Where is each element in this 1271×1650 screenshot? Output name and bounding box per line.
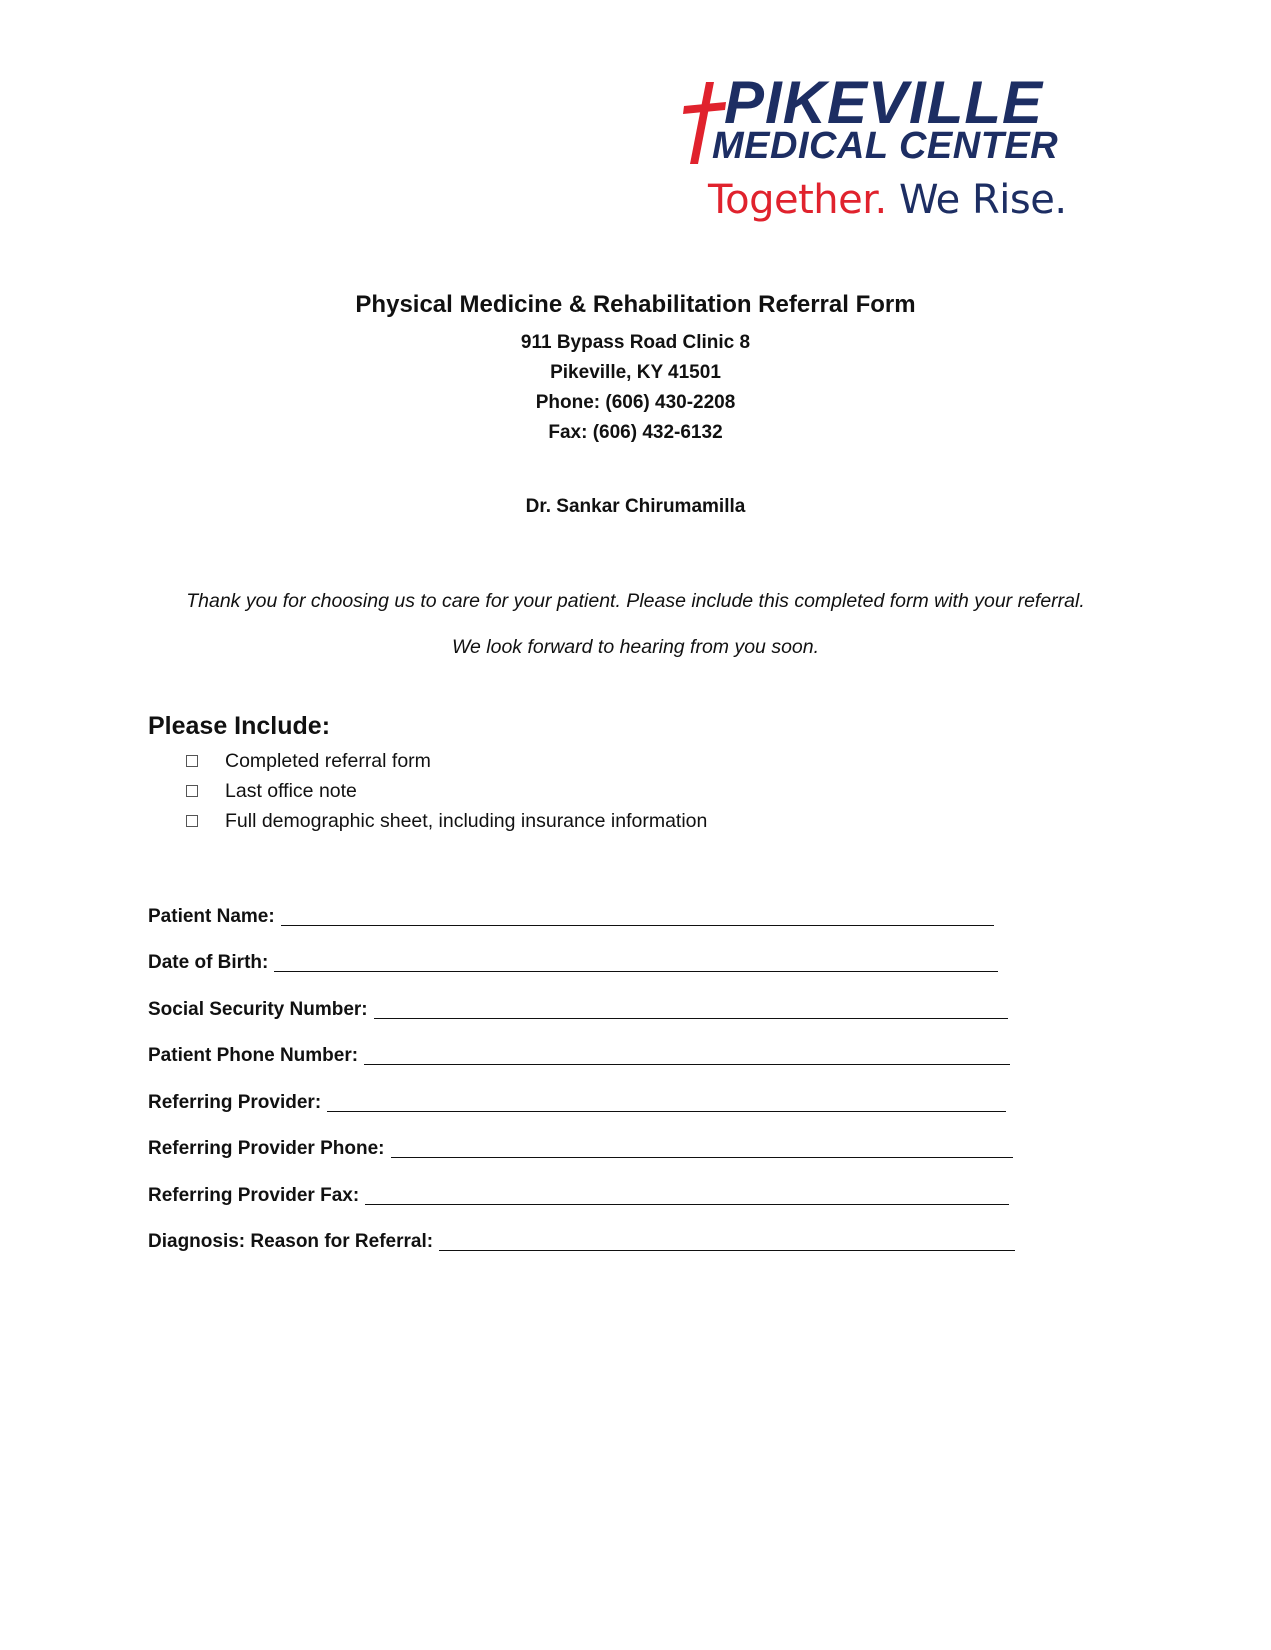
diagnosis-input[interactable] (439, 1232, 1015, 1251)
checklist-item (186, 806, 707, 836)
tagline-we-rise: We Rise. (898, 177, 1067, 223)
checklist-item-label: Last office note (225, 779, 357, 802)
ssn-input[interactable] (374, 1000, 1008, 1019)
field-label: Referring Provider Fax: (148, 1184, 360, 1206)
checkbox-icon[interactable] (186, 755, 198, 767)
address-line: 911 Bypass Road Clinic 8 (520, 332, 751, 353)
patient-name-input[interactable] (281, 907, 994, 926)
referring-provider-fax-field (148, 1161, 1015, 1208)
referring-provider-field (148, 1068, 1015, 1115)
field-label: Patient Name: (148, 905, 275, 927)
phone-line: Phone: (606) 430-2208 (535, 392, 736, 413)
pikeville-logo (680, 69, 1120, 232)
include-checklist (186, 746, 707, 836)
logo-tagline (708, 176, 1067, 224)
patient-name-field (148, 882, 1015, 929)
patient-phone-field (148, 1022, 1015, 1069)
please-include-heading: Please Include: (148, 712, 331, 740)
referring-provider-fax-input[interactable] (365, 1186, 1009, 1205)
date-of-birth-field (148, 929, 1015, 976)
checklist-item-label: Completed referral form (225, 749, 431, 772)
checkbox-icon[interactable] (186, 785, 198, 797)
referring-provider-phone-input[interactable] (391, 1139, 1013, 1158)
field-label: Social Security Number: (148, 998, 368, 1020)
checklist-item (186, 746, 707, 776)
ssn-field (148, 975, 1015, 1022)
intro-line-1: Thank you for choosing us to care for your patient. Please include this completed form with your referral. (186, 590, 1085, 612)
field-label: Patient Phone Number: (148, 1045, 359, 1066)
field-label: Referring Provider: (148, 1091, 322, 1113)
tagline-together: Together. (708, 177, 887, 223)
field-label: Referring Provider Phone: (148, 1138, 385, 1159)
fax-line: Fax: (606) 432-6132 (548, 422, 723, 443)
logo-line-2: MEDICAL CENTER (712, 125, 1059, 167)
doctor-name: Dr. Sankar Chirumamilla (525, 496, 746, 517)
logo-line-1: PIKEVILLE (724, 69, 1044, 136)
referring-provider-input[interactable] (327, 1093, 1006, 1112)
field-label: Diagnosis: Reason for Referral: (148, 1231, 434, 1252)
referral-fields (148, 882, 1015, 1254)
field-label: Date of Birth: (148, 952, 269, 973)
date-of-birth-input[interactable] (274, 953, 998, 972)
checkbox-icon[interactable] (186, 815, 198, 827)
intro-line-2: We look forward to hearing from you soon. (451, 636, 820, 658)
city-line: Pikeville, KY 41501 (550, 362, 721, 383)
patient-phone-input[interactable] (364, 1046, 1010, 1065)
diagnosis-field (148, 1208, 1015, 1255)
checklist-item (186, 776, 707, 806)
checklist-item-label: Full demographic sheet, including insurance information (225, 809, 708, 832)
form-title: Physical Medicine & Rehabilitation Referral Form (355, 291, 916, 318)
referring-provider-phone-field (148, 1115, 1015, 1162)
